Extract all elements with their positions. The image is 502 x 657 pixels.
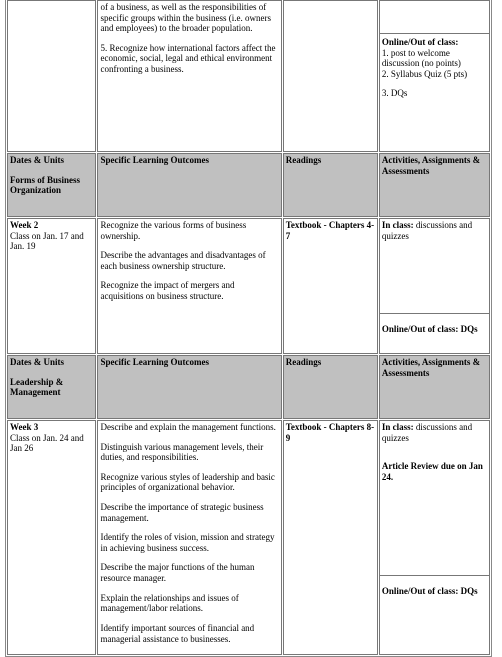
inclass-box — [380, 1, 489, 34]
dates-cell — [7, 218, 96, 354]
outcome-text: Describe the advantages and disadvantages of each business ownership structure. — [100, 250, 266, 271]
syllabus-schedule — [5, 0, 492, 657]
header-row — [7, 355, 490, 419]
readings-cell — [283, 0, 378, 152]
outcome-text: Describe and explain the management functions. — [100, 422, 276, 432]
outcome-text: Describe the major functions of the human resource manager. — [100, 562, 255, 584]
dates-cell — [7, 0, 96, 152]
online-box: Online/Out of class: DQs — [381, 324, 478, 334]
outcome-text: 5. Recognize how international factors affect the economic, social, legal and ethical environment confronting a business. — [100, 42, 276, 75]
outcome-text: Identify the roles of vision, mission and strategy in achieving business success. — [100, 532, 275, 553]
header-dates: Dates & Units Leadership & Management — [7, 355, 96, 419]
outcome-text: Identify important sources of financial and managerial assistance to businesses. — [100, 622, 255, 644]
article-review-note: Article Review due on Jan 24. — [381, 461, 483, 482]
outcome-text: Recognize the impact of mergers and acquisitions on business structure. — [100, 280, 235, 302]
table-row — [7, 420, 490, 655]
online-item: 2. Syllabus Quiz (5 pts) — [381, 68, 468, 79]
header-row — [7, 153, 490, 217]
outcome-text: Describe the importance of strategic business management. — [100, 502, 264, 523]
outcomes-cell — [97, 218, 281, 354]
week-dates: Class on Jan. 17 and Jan. 19 — [10, 230, 84, 252]
activities-cell — [379, 420, 490, 655]
online-box — [380, 34, 489, 102]
online-title: Online/Out of class: — [381, 37, 459, 47]
header-dates: Dates & Units Forms of Business Organization — [7, 153, 96, 217]
outcome-text: Recognize various styles of leadership and basic principles of organizational behavior. — [100, 471, 275, 493]
dates-cell — [7, 420, 96, 655]
unit-title: Leadership & Management — [10, 376, 64, 398]
online-item: 3. DQs — [381, 88, 408, 99]
week-label: Week 3 — [10, 422, 39, 432]
outcomes-cell — [97, 0, 281, 152]
header-readings: Readings — [283, 153, 378, 217]
outcome-text: Distinguish various management levels, their duties, and responsibilities. — [100, 441, 264, 463]
online-box: Online/Out of class: DQs — [381, 586, 478, 596]
table-row — [7, 218, 490, 354]
outcome-text: Explain the relationships and issues of management/labor relations. — [100, 592, 239, 614]
schedule-table — [5, 0, 492, 657]
activities-cell — [379, 218, 490, 354]
inclass-box: In class: discussions and quizzes — [380, 219, 489, 314]
table-row — [7, 0, 490, 152]
activities-cell — [379, 0, 490, 152]
header-outcomes: Specific Learning Outcomes — [97, 153, 281, 217]
readings-cell: Textbook - Chapters 8-9 — [283, 420, 378, 655]
outcomes-cell — [97, 420, 281, 655]
header-readings: Readings — [283, 355, 378, 419]
readings-cell: Textbook - Chapters 4-7 — [283, 218, 378, 354]
week-dates: Class on Jan. 24 and Jan 26 — [10, 432, 84, 454]
outcome-text: Recognize the various forms of business ownership. — [100, 220, 247, 241]
online-item: 1. post to welcome discussion (no points) — [381, 47, 461, 69]
inclass-box: In class: discussions and quizzes Article Review due on Jan 24. — [380, 421, 489, 576]
week-label: Week 2 — [10, 220, 39, 230]
header-activities: Activities, Assignments & Assessments — [379, 355, 490, 419]
outcome-text: of a business, as well as the responsibilities of specific groups within the business (i.e. owners and employees) to the broader population. — [100, 2, 271, 34]
header-activities: Activities, Assignments & Assessments — [379, 153, 490, 217]
header-outcomes: Specific Learning Outcomes — [97, 355, 281, 419]
unit-title: Forms of Business Organization — [10, 174, 81, 196]
